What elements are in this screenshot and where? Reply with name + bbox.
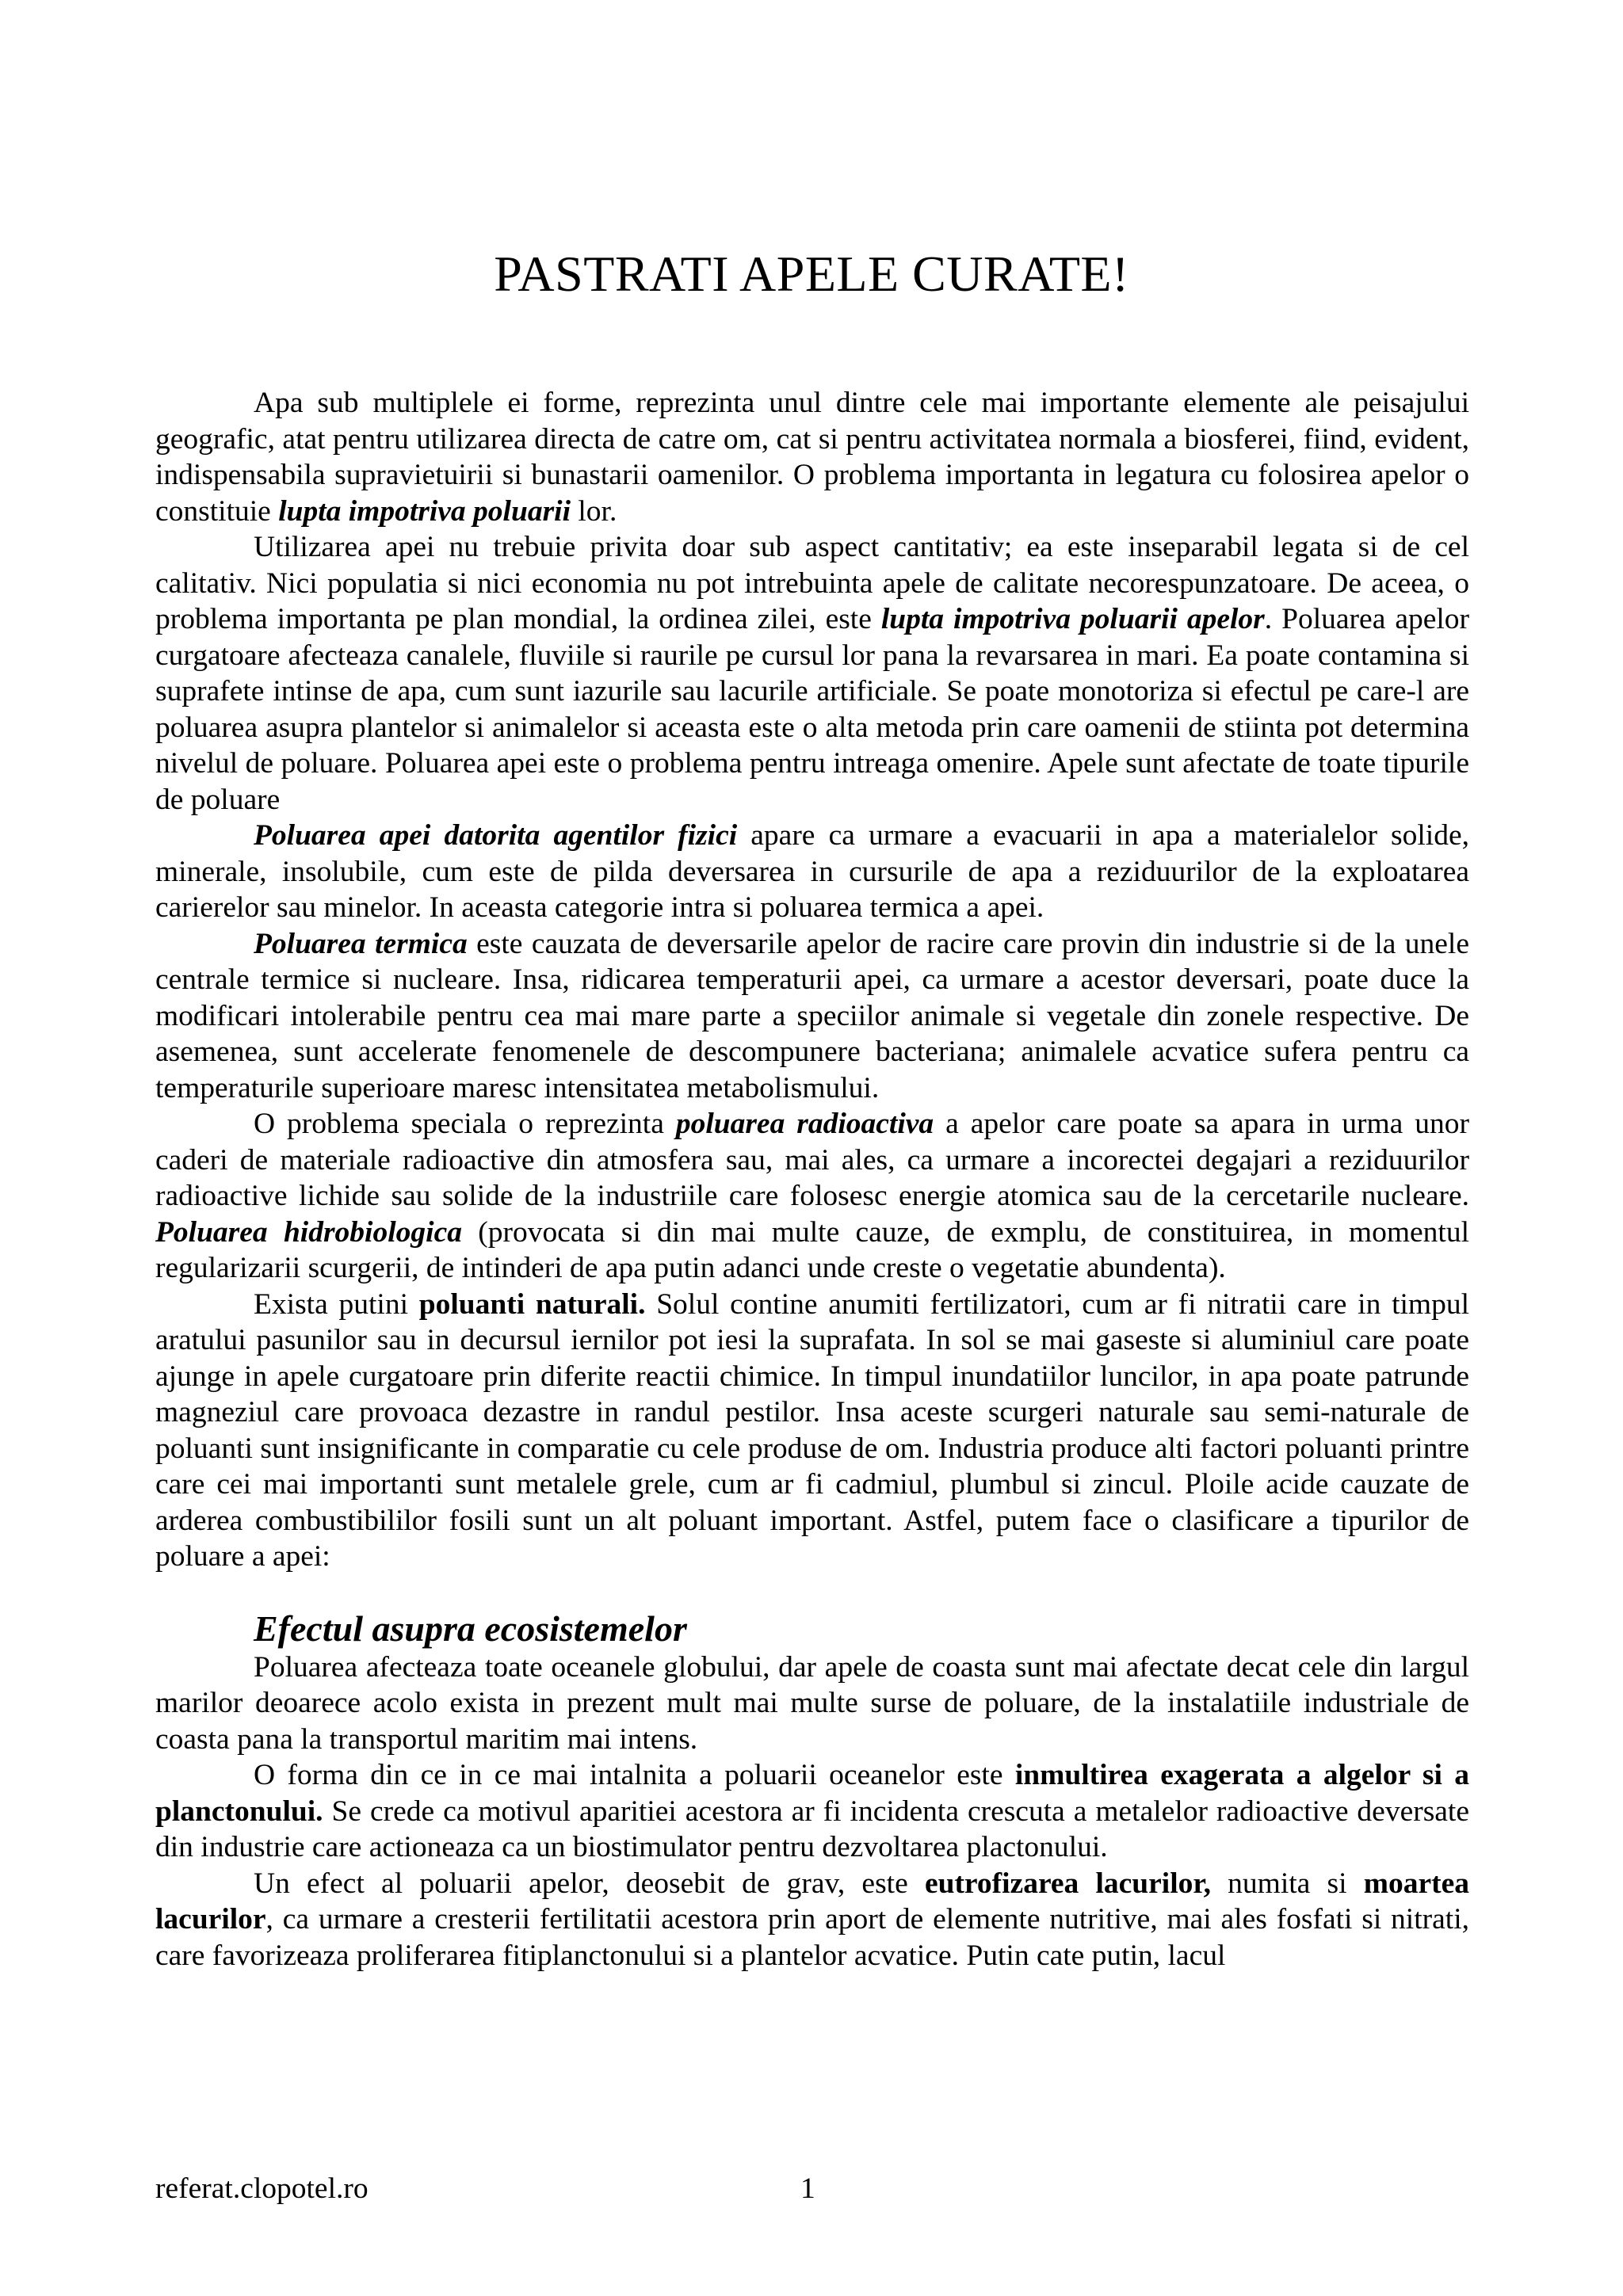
document-body [155,385,1469,1974]
page-number: 1 [800,2172,815,2205]
emphasis-text: Poluarea termica [254,927,468,960]
paragraph-algae-growth: O forma din ce in ce mai intalnita a poluarii oceanelor este inmultirea exagerata a algelor si a planctonului. Se crede ca motivul aparitiei acestora ar fi incidenta crescuta a metalelor radioactive deversate din industrie care actioneaza ca un biostimulator pentru dezvoltarea plactonului. [155,1759,1469,1863]
emphasis-text: lupta impotriva poluarii [278,494,571,528]
paragraph-radioactive-pollution: O problema speciala o reprezinta poluarea radioactiva a apelor care poate sa apara in urma unor caderi de materiale radioactive din atmosfera sau, mai ales, ca urmare a incorectei degajari a reziduurilor radioactive lichide sau solide de la industriile care folosesc energie atomica sau de la cercetarile nucleare. Poluarea hidrobiologica (provocata si din mai multe cauze, de exmplu, de constituirea, in momentul regularizarii scurgerii, de intinderi de apa putin adanci unde creste o vegetatie abundenta). [155,1108,1470,1284]
bold-text: eutrofizarea lacurilor, [924,1867,1211,1900]
paragraph-ocean-pollution: Poluarea afecteaza toate oceanele globului, dar apele de coasta sunt mai afectate decat cele din largul marilor deoarece acolo exista in prezent mult mai multe surse de poluare, de la instalatiile industriale de coasta pana la transportul maritim mai intens. [155,1650,1469,1756]
paragraph-eutrophication: Un efect al poluarii apelor, deosebit de grav, este eutrofizarea lacurilor, numita si moartea lacurilor, ca urmare a cresterii fertilitatii acestora prin aport de elemente nutritive, mai ales fosfati si nitrati, care favorizeaza proliferarea fitiplanctonului si a plantelor acvatice. Putin cate putin, lacul [155,1867,1469,1972]
paragraph-thermal-pollution: Poluarea termica este cauzata de deversarile apelor de racire care provin din industrie si de la unele centrale termice si nucleare. Insa, ridicarea temperaturii apei, ca urmare a acestor deversari, poate duce la modificari intolerabile pentru cea mai mare parte a speciilor animale si vegetale din zonele respective. De asemenea, sunt accelerate fenomenele de descompunere bacteriana; animalele acvatice sufera pentru ca temperaturile superioare maresc intensitatea metabolismului. [155,927,1469,1104]
paragraph-intro: Apa sub multiplele ei forme, reprezinta unul dintre cele mai importante elemente ale peisajului geografic, atat pentru utilizarea directa de catre om, cat si pentru activitatea normala a biosferei, fiind, evident, indispensabila supravietuirii si bunastarii oamenilor. O problema importanta in legatura cu folosirea apelor o constituie lupta impotriva poluarii lor. [155,387,1469,528]
bold-text: inmultirea exagerata a algelor si a planctonului. [155,1759,1469,1828]
page-title: PASTRATI APELE CURATE! [494,246,1129,302]
footer-source: referat.clopotel.ro [155,2172,369,2205]
bold-text: moartea lacurilor [155,1867,1469,1936]
paragraph-physical-pollution: Poluarea apei datorita agentilor fizici apare ca urmare a evacuarii in apa a materialelor solide, minerale, insolubile, cum este de pilda deversarea in cursurile de apa a reziduurilor de la exploatarea carierelor sau minelor. In aceasta categorie intra si poluarea termica a apei. [155,819,1469,924]
section-heading: Efectul asupra ecosistemelor [254,1608,687,1649]
emphasis-text: Poluarea apei datorita agentilor fizici [254,819,738,852]
paragraph-natural-pollutants: Exista putini poluanti naturali. Solul contine anumiti fertilizatori, cum ar fi nitratii care in timpul aratului pasunilor sau in decursul iernilor pot iesi la suprafata. In sol se mai gaseste si aluminiul care poate ajunge in apele curgatoare prin diferite reactii chimice. In timpul inundatiilor luncilor, in apa poate patrunde magneziul care provoaca dezastre in randul pestilor. Insa aceste scurgeri naturale sau semi-naturale de poluanti sunt insignificante in comparatie cu cele produse de om. Industria produce alti factori poluanti printre care cei mai importanti sunt metalele grele, cum ar fi cadmiul, plumbul si zincul. Ploile acide cauzate de arderea combustibililor fosili sunt un alt poluant important. Astfel, putem face o clasificare a tipurilor de poluare a apei: [155,1287,1469,1573]
emphasis-text: poluarea radioactiva [675,1108,934,1140]
bold-text: poluanti naturali. [418,1287,646,1321]
emphasis-text: Poluarea hidrobiologica [155,1215,462,1249]
emphasis-text: lupta impotriva poluarii apelor [880,603,1265,635]
paragraph-water-usage: Utilizarea apei nu trebuie privita doar sub aspect cantitativ; ea este inseparabil legata si de cel calitativ. Nici populatia si nici economia nu pot intrebuinta apele de calitate necorespunzatoare. De aceea, o problema importanta pe plan mondial, la ordinea zilei, este lupta impotriva poluarii apelor. Poluarea apelor curgatoare afecteaza canalele, fluviile si raurile pe cursul lor pana la revarsarea in mari. Ea poate contamina si suprafete intinse de apa, cum sunt iazurile sau lacurile artificiale. Se poate monotoriza si efectul pe care-l are poluarea asupra plantelor si animalelor si aceasta este o alta metoda prin care oamenii de stiinta pot determina nivelul de poluare. Poluarea apei este o problema pentru intreaga omenire. Apele sunt afectate de toate tipurile de poluare [155,531,1470,816]
